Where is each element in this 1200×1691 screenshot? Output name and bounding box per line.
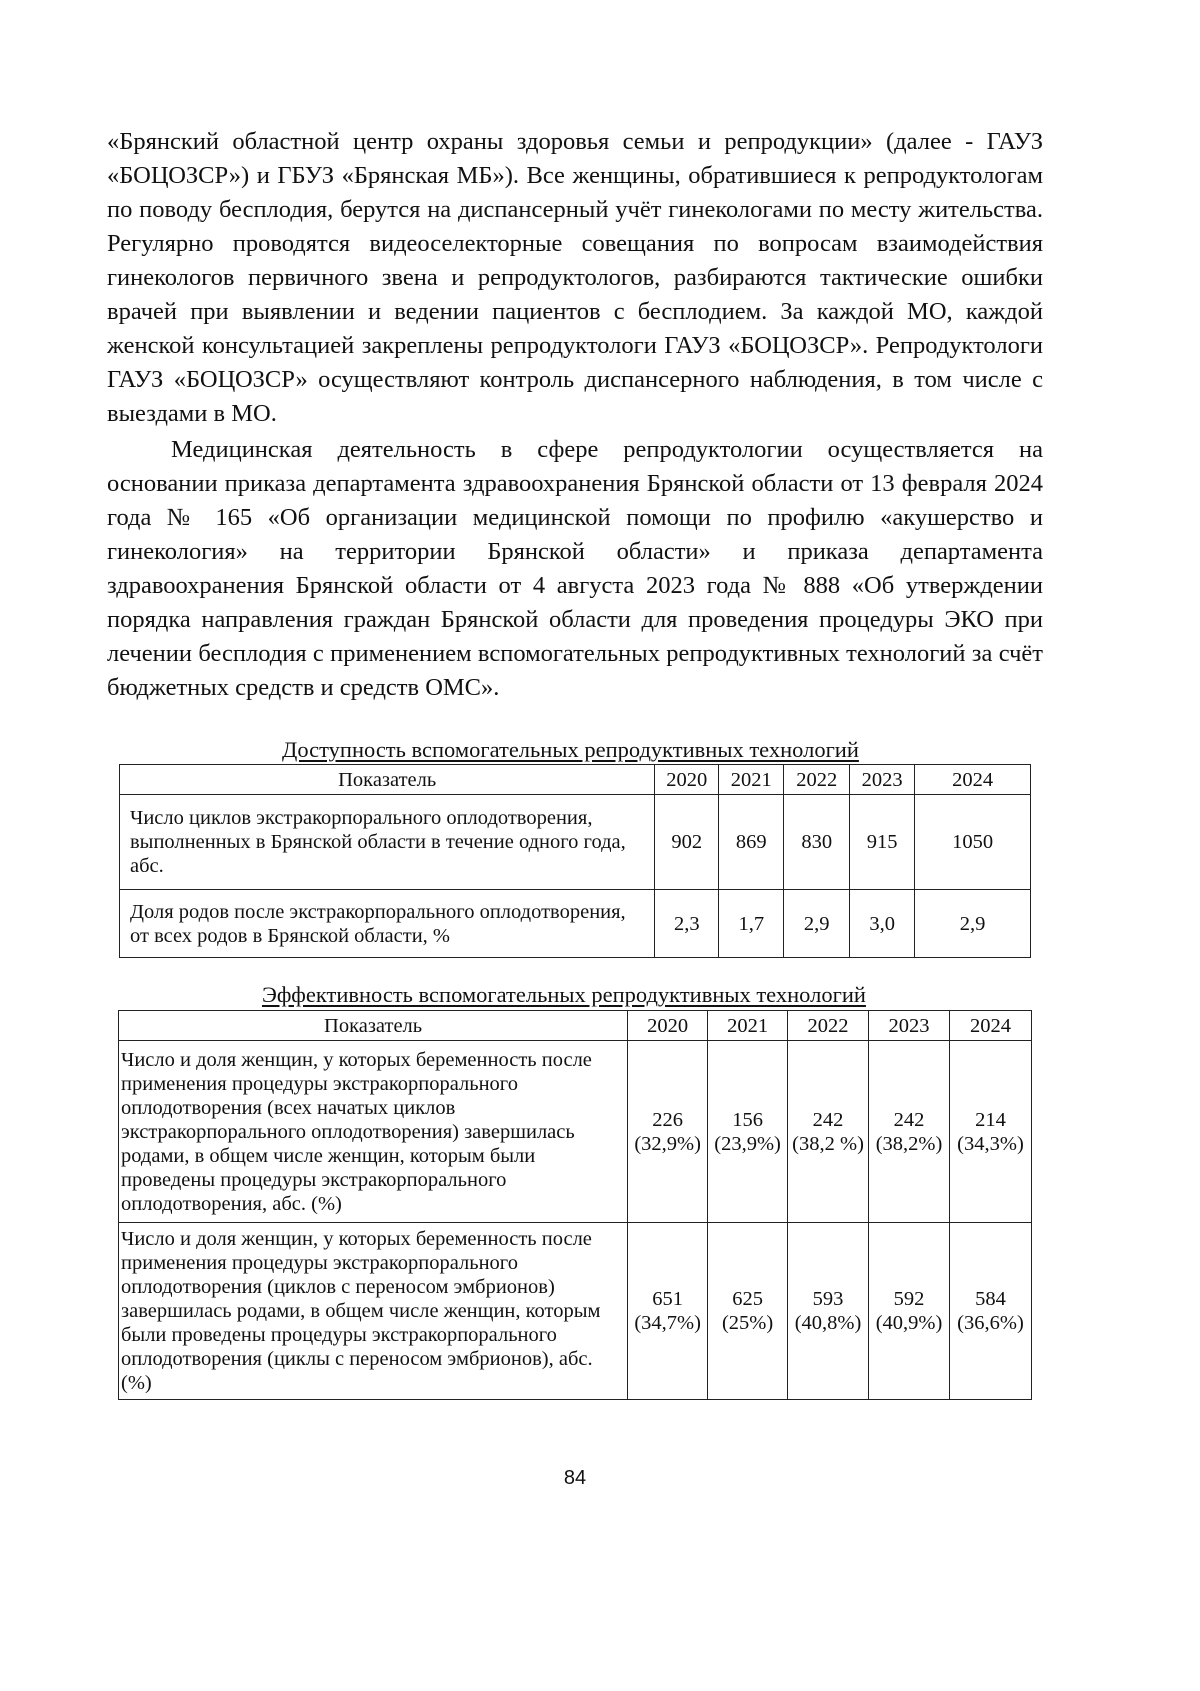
cell-value [628, 1223, 708, 1400]
cell-value: 2,9 [784, 890, 850, 958]
cell-count: 226 [652, 1108, 683, 1131]
cell-count: 651 [652, 1288, 683, 1310]
cell-count: 593 [812, 1288, 844, 1310]
header-indicator: Показатель [120, 765, 655, 795]
cell-value: 902 [655, 795, 719, 890]
row-label: Доля родов после экстракорпорального оплодотворения, от всех родов в Брянской области, % [120, 890, 655, 958]
cell-value [949, 1223, 1031, 1400]
row-label: Число и доля женщин, у которых беременность после применения процедуры экстракорпорального оплодотворения (циклов с переносом эмбрионов) завершилась родами, в общем числе женщин, которым были проведены процедуры экстракорпорального оплодотворения (циклы с переносом эмбрионов), абс. (%) [119, 1223, 628, 1400]
header-year: 2024 [915, 765, 1031, 795]
cell-share: (34,3%) [957, 1132, 1024, 1155]
header-year: 2024 [949, 1011, 1031, 1041]
availability-table [119, 764, 1031, 958]
cell-share: (32,9%) [634, 1132, 701, 1155]
cell-share: (38,2 %) [792, 1132, 864, 1155]
cell-share: (40,9%) [875, 1312, 943, 1334]
cell-value [708, 1223, 788, 1400]
cell-count: 242 [893, 1108, 925, 1131]
cell-count: 156 [732, 1108, 763, 1131]
header-indicator: Показатель [119, 1011, 628, 1041]
header-year: 2021 [708, 1011, 788, 1041]
cell-count: 592 [893, 1288, 925, 1310]
table-row [119, 1041, 1032, 1223]
header-year: 2021 [719, 765, 784, 795]
cell-count: 214 [975, 1108, 1006, 1131]
cell-value: 2,3 [655, 890, 719, 958]
header-year: 2022 [784, 765, 850, 795]
page-number: 84 [563, 1467, 587, 1489]
effectiveness-table [118, 1010, 1032, 1400]
cell-share: (40,8%) [794, 1312, 862, 1334]
cell-value: 2,9 [915, 890, 1031, 958]
cell-share: (38,2%) [875, 1132, 943, 1155]
table1-caption: Доступность вспомогательных репродуктивных технологий [282, 737, 859, 762]
cell-value: 3,0 [850, 890, 915, 958]
cell-value [869, 1223, 950, 1400]
cell-value [788, 1223, 869, 1400]
cell-share: (25%) [721, 1312, 774, 1334]
table-row [119, 1223, 1032, 1400]
table-header-row [119, 1011, 1032, 1041]
table-row [120, 890, 1031, 958]
table-row [120, 795, 1031, 890]
cell-share: (34,7%) [634, 1312, 701, 1334]
cell-value [869, 1041, 950, 1223]
cell-value [708, 1041, 788, 1223]
cell-value: 915 [850, 795, 915, 890]
paragraph-1: «Брянский областной центр охраны здоровья семьи и репродукции» (далее - ГАУЗ «БОЦОЗСР») и ГБУЗ «Брянская МБ»). Все женщины, обратившиеся к репродуктологам по поводу бесплодия, берутся на диспансерный учёт гинекологами по месту жительства. Регулярно проводятся видеоселекторные совещания по вопросам взаимодействия гинекологов первичного звена и репродуктологов, разбираются тактические ошибки врачей при выявлении и ведении пациентов с бесплодием. За каждой МО, каждой женской консультацией закреплены репродуктологи ГАУЗ «БОЦОЗСР». Репродуктологи ГАУЗ «БОЦОЗСР» осуществляют контроль диспансерного наблюдения, в том числе с выездами в МО. [107, 128, 1043, 427]
table2-caption: Эффективность вспомогательных репродуктивных технологий [262, 982, 866, 1007]
row-label: Число циклов экстракорпорального оплодотворения, выполненных в Брянской области в течение одного года, абс. [120, 795, 655, 890]
cell-value: 869 [719, 795, 784, 890]
table-header-row [120, 765, 1031, 795]
header-year: 2023 [869, 1011, 950, 1041]
cell-value: 1050 [915, 795, 1031, 890]
cell-value [628, 1041, 708, 1223]
cell-value [949, 1041, 1031, 1223]
header-year: 2022 [788, 1011, 869, 1041]
cell-count: 625 [732, 1288, 763, 1310]
cell-share: (23,9%) [714, 1132, 781, 1155]
cell-value [788, 1041, 869, 1223]
header-year: 2020 [628, 1011, 708, 1041]
cell-value: 1,7 [719, 890, 784, 958]
header-year: 2020 [655, 765, 719, 795]
paragraph-2: Медицинская деятельность в сфере репродуктологии осуществляется на основании приказа департамента здравоохранения Брянской области от 13 февраля 2024 года № 165 «Об организации медицинской помощи по профилю «акушерство и гинекология» на территории Брянской области» и приказа департамента здравоохранения Брянской области от 4 августа 2023 года № 888 «Об утверждении порядка направления граждан Брянской области для проведения процедуры ЭКО при лечении бесплодия с применением вспомогательных репродуктивных технологий за счёт бюджетных средств и средств ОМС». [107, 436, 1043, 701]
cell-count: 242 [812, 1108, 844, 1131]
cell-share: (36,6%) [957, 1312, 1024, 1334]
row-label: Число и доля женщин, у которых беременность после применения процедуры экстракорпорального оплодотворения (всех начатых циклов экстракорпорального оплодотворения) завершилась родами, в общем числе женщин, которым были проведены процедуры экстракорпорального оплодотворения, абс. (%) [119, 1041, 628, 1223]
cell-value: 830 [784, 795, 850, 890]
header-year: 2023 [850, 765, 915, 795]
cell-count: 584 [975, 1288, 1006, 1310]
